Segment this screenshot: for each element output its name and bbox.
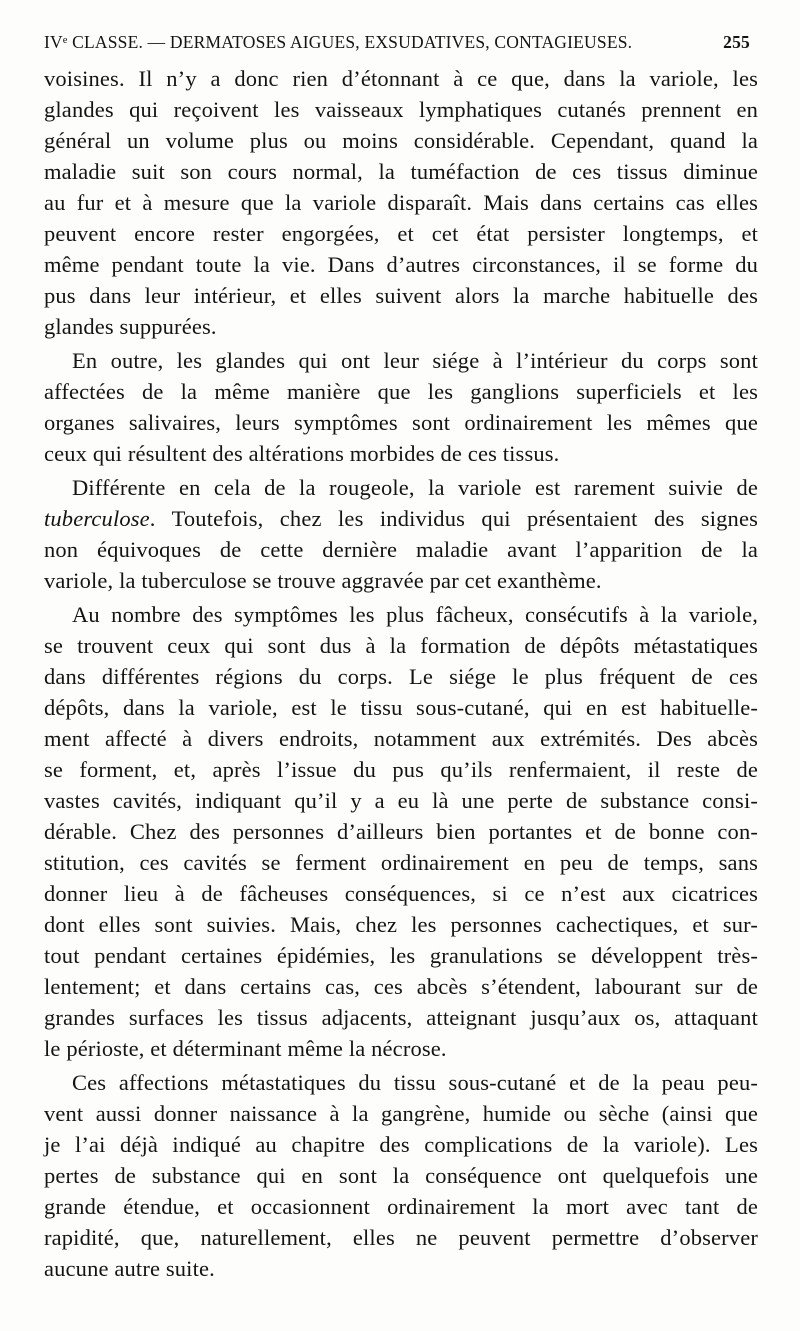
page-number: 255 bbox=[723, 32, 750, 52]
text-line: se forment, et, après l’issue du pus qu’ils renfermaient, il reste de bbox=[44, 757, 758, 782]
text-line: dérable. Chez des personnes d’ailleurs bien portantes et de bonne con- bbox=[44, 819, 758, 844]
text-line: général un volume plus ou moins considérable. Cependant, quand la bbox=[44, 128, 758, 153]
text-line: lentement; et dans certains cas, ces abcès s’étendent, labourant sur de bbox=[44, 974, 758, 999]
text-line: au fur et à mesure que la variole disparaît. Mais dans certains cas elles bbox=[44, 190, 758, 215]
text-line: Au nombre des symptômes les plus fâcheux, consécutifs à la variole, bbox=[72, 602, 758, 627]
text-line: je l’ai déjà indiqué au chapitre des complications de la variole). Les bbox=[44, 1132, 758, 1157]
paragraph-3 bbox=[44, 472, 758, 596]
text-line: ment affecté à divers endroits, notamment aux extrémités. Des abcès bbox=[44, 726, 758, 751]
text-line: glandes suppurées. bbox=[44, 314, 217, 339]
paragraph-2 bbox=[44, 345, 758, 469]
text-line: vent aussi donner naissance à la gangrène, humide ou sèche (ainsi que bbox=[44, 1101, 758, 1126]
text-line: le périoste, et déterminant même la nécrose. bbox=[44, 1036, 447, 1061]
text-line: organes salivaires, leurs symptômes sont ordinairement les mêmes que bbox=[44, 410, 758, 435]
text-line-rest: . Toutefois, chez les individus qui présentaient des signes bbox=[149, 506, 758, 531]
text-line: pus dans leur intérieur, et elles suivent alors la marche habituelle des bbox=[44, 283, 758, 308]
text-line: non équivoques de cette dernière maladie avant l’apparition de la bbox=[44, 537, 758, 562]
text-line: pertes de substance qui en sont la conséquence ont quelquefois une bbox=[44, 1163, 758, 1188]
text-line: ceux qui résultent des altérations morbides de ces tissus. bbox=[44, 441, 560, 466]
text-line: affectées de la même manière que les ganglions superficiels et les bbox=[44, 379, 758, 404]
text-line: maladie suit son cours normal, la tuméfaction de ces tissus diminue bbox=[44, 159, 758, 184]
text-line: Différente en cela de la rougeole, la variole est rarement suivie de bbox=[72, 475, 758, 500]
text-line: grandes surfaces les tissus adjacents, atteignant jusqu’aux os, attaquant bbox=[44, 1005, 758, 1030]
text-line: tout pendant certaines épidémies, les granulations se développent très- bbox=[44, 943, 758, 968]
text-line: dans différentes régions du corps. Le siége le plus fréquent de ces bbox=[44, 664, 758, 689]
text-line: voisines. Il n’y a donc rien d’étonnant à ce que, dans la variole, les bbox=[44, 66, 758, 91]
text-line: stitution, ces cavités se ferment ordinairement en peu de temps, sans bbox=[44, 850, 758, 875]
text-line: dépôts, dans la variole, est le tissu sous-cutané, qui en est habituelle- bbox=[44, 695, 758, 720]
text-line: aucune autre suite. bbox=[44, 1256, 215, 1281]
text-line: dont elles sont suivies. Mais, chez les personnes cachectiques, et sur- bbox=[44, 912, 758, 937]
chapter-title: IVᵉ CLASSE. — DERMATOSES AIGUES, EXSUDATIVES, CONTAGIEUSES. bbox=[44, 32, 633, 52]
text-line: même pendant toute la vie. Dans d’autres circonstances, il se forme du bbox=[44, 252, 758, 277]
text-line: donner lieu à de fâcheuses conséquences, si ce n’est aux cicatrices bbox=[44, 881, 758, 906]
text-line: Ces affections métastatiques du tissu sous-cutané et de la peau peu- bbox=[72, 1070, 758, 1095]
paragraph-5 bbox=[44, 1067, 758, 1284]
text-line: vastes cavités, indiquant qu’il y a eu là une perte de substance consi- bbox=[44, 788, 758, 813]
text-line: glandes qui reçoivent les vaisseaux lymphatiques cutanés prennent en bbox=[44, 97, 758, 122]
paragraph-1 bbox=[44, 63, 758, 342]
page-body bbox=[44, 63, 758, 1284]
text-line: variole, la tuberculose se trouve aggravée par cet exanthème. bbox=[44, 568, 602, 593]
text-line bbox=[44, 503, 758, 534]
running-head bbox=[44, 32, 750, 60]
text-line: rapidité, que, naturellement, elles ne peuvent permettre d’observer bbox=[44, 1225, 758, 1250]
paragraph-4 bbox=[44, 599, 758, 1064]
italic-term: tuberculose bbox=[44, 506, 150, 531]
text-line: grande étendue, et occasionnent ordinairement la mort avec tant de bbox=[44, 1194, 758, 1219]
text-line: peuvent encore rester engorgées, et cet état persister longtemps, et bbox=[44, 221, 758, 246]
text-line: En outre, les glandes qui ont leur siége à l’intérieur du corps sont bbox=[72, 348, 758, 373]
text-line: se trouvent ceux qui sont dus à la formation de dépôts métastatiques bbox=[44, 633, 758, 658]
